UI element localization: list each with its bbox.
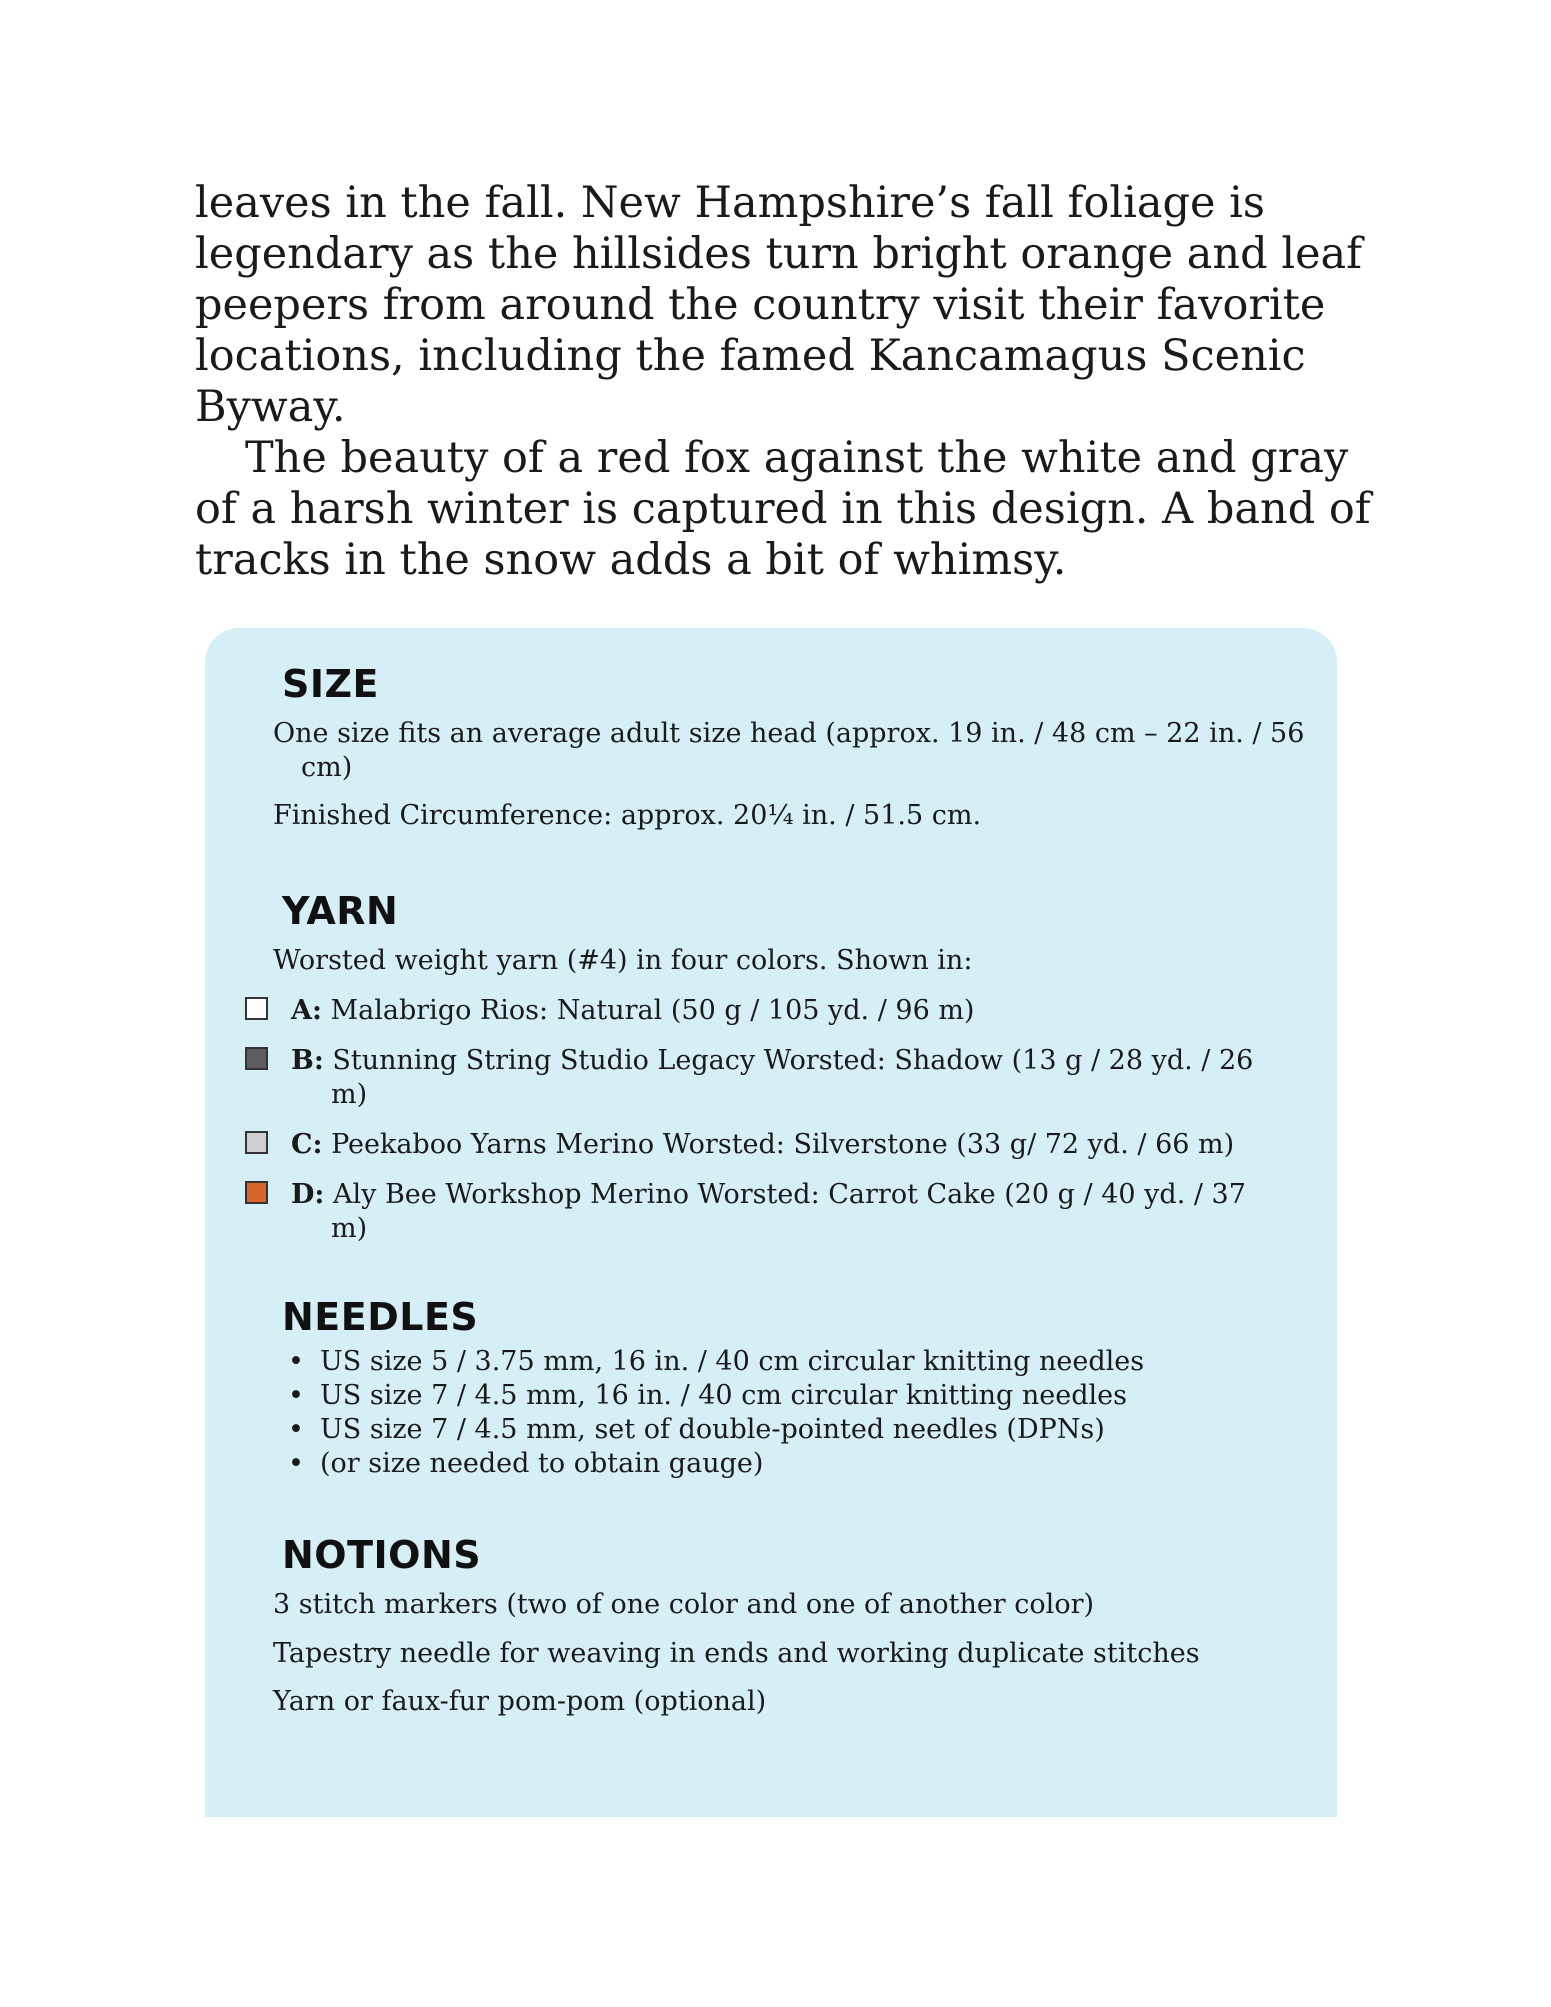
- intro-paragraph-2: The beauty of a red fox against the white and gray of a harsh winter is captured in this design. A band of tracks in the snow adds a bit of whimsy.: [195, 433, 1371, 585]
- list-item: • US size 7 / 4.5 mm, 16 in. / 40 cm circular knitting needles: [288, 1380, 1127, 1411]
- color-swatch-b: [245, 1047, 268, 1070]
- yarn-letter: B:: [291, 1045, 324, 1076]
- bullet-icon: •: [288, 1346, 304, 1377]
- bullet-icon: •: [288, 1380, 304, 1411]
- intro-text: [195, 178, 1375, 586]
- bullet-icon: •: [288, 1448, 304, 1479]
- color-swatch-d: [245, 1181, 268, 1204]
- color-swatch-c: [245, 1131, 268, 1154]
- needles-heading: NEEDLES: [282, 1295, 479, 1339]
- notion-item: Yarn or faux-fur pom-pom (optional): [273, 1686, 767, 1717]
- list-item: • (or size needed to obtain gauge): [288, 1448, 764, 1479]
- yarn-item-d: [245, 1178, 1285, 1246]
- size-description: One size fits an average adult size head (approx. 19 in. / 48 cm – 22 in. / 56 cm): [273, 718, 1305, 783]
- notion-item: Tapestry needle for weaving in ends and working duplicate stitches: [273, 1638, 1200, 1669]
- needles-list: [273, 1345, 1283, 1481]
- yarn-description: Aly Bee Workshop Merino Worsted: Carrot Cake (20 g / 40 yd. / 37 m): [331, 1179, 1246, 1244]
- yarn-description: Peekaboo Yarns Merino Worsted: Silverstone (33 g/ 72 yd. / 66 m): [331, 1129, 1235, 1160]
- bullet-icon: •: [288, 1414, 304, 1445]
- yarn-description: Malabrigo Rios: Natural (50 g / 105 yd. / 96 m): [330, 995, 975, 1026]
- color-swatch-a: [245, 997, 268, 1020]
- finished-circumference: Finished Circumference: approx. 20¼ in. / 51.5 cm.: [273, 800, 982, 831]
- yarn-item-a: [245, 994, 1285, 1028]
- notions-heading: NOTIONS: [282, 1533, 482, 1577]
- yarn-description: Stunning String Studio Legacy Worsted: Shadow (13 g / 28 yd. / 26 m): [331, 1045, 1254, 1110]
- materials-panel: [205, 628, 1337, 1817]
- yarn-intro: Worsted weight yarn (#4) in four colors. Shown in:: [273, 945, 973, 976]
- yarn-letter: A:: [291, 995, 322, 1026]
- yarn-item-c: [245, 1128, 1285, 1162]
- intro-paragraph-1: leaves in the fall. New Hampshire’s fall foliage is legendary as the hillsides turn bright orange and leaf peepers from around the country visit their favorite locations, including the famed Kancamagus Scenic Byway.: [195, 178, 1363, 432]
- yarn-letter: C:: [291, 1129, 323, 1160]
- yarn-heading: YARN: [282, 889, 399, 933]
- list-item: • US size 5 / 3.75 mm, 16 in. / 40 cm circular knitting needles: [288, 1346, 1145, 1377]
- list-item: • US size 7 / 4.5 mm, set of double-pointed needles (DPNs): [288, 1414, 1105, 1445]
- yarn-item-b: [245, 1044, 1285, 1112]
- notion-item: 3 stitch markers (two of one color and one of another color): [273, 1589, 1095, 1620]
- yarn-letter: D:: [291, 1179, 325, 1210]
- size-heading: SIZE: [282, 662, 380, 706]
